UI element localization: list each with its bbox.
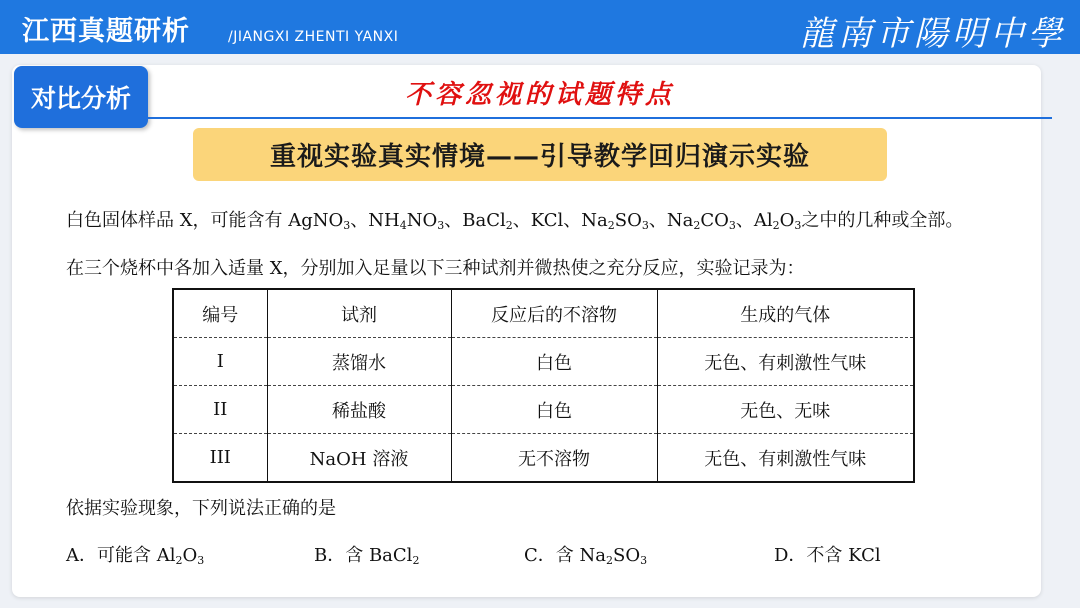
option-a-label: A．可能含: [66, 545, 157, 566]
section-divider: [148, 117, 1052, 119]
table-cell: 蒸馏水: [267, 338, 451, 386]
table-header-cell: 编号: [173, 289, 267, 338]
table-cell: 白色: [451, 338, 657, 386]
table-header-row: [173, 289, 914, 338]
table-header-cell: 生成的气体: [657, 289, 914, 338]
table-cell: 无不溶物: [451, 434, 657, 483]
table-cell: 无色、无味: [657, 386, 914, 434]
page-subtitle: /JIANGXI ZHENTI YANXI: [228, 29, 399, 45]
option-b[interactable]: B．含 BaCl$_2$: [314, 545, 420, 567]
table-cell: 无色、有刺激性气味: [657, 338, 914, 386]
experiment-table: [172, 288, 915, 483]
question-line-1: [66, 206, 963, 232]
table-cell: I: [173, 338, 267, 386]
option-a[interactable]: A．可能含 $Al_2O_3$: [66, 545, 205, 567]
option-d[interactable]: D．不含 KCl: [774, 545, 881, 566]
table-cell: II: [173, 386, 267, 434]
table-header-cell: 试剂: [267, 289, 451, 338]
headline: 不容忽视的试题特点: [404, 80, 675, 110]
theme-banner: 重视实验真实情境——引导教学回归演示实验: [193, 128, 887, 181]
school-logo-text: 龍南市陽明中學: [800, 14, 1066, 54]
table-cell: 白色: [451, 386, 657, 434]
table-row: [173, 386, 914, 434]
table-cell: 无色、有刺激性气味: [657, 434, 914, 483]
option-c[interactable]: C．含 $Na_2SO_3$: [524, 545, 648, 567]
table-cell: NaOH 溶液: [267, 434, 451, 483]
table-header-cell: 反应后的不溶物: [451, 289, 657, 338]
compound-list: AgNO$_3$、$NH_4NO_3$、BaCl$_2$、KCl、$Na_2SO_3$、$Na_2CO_3$、$Al_2O_3$: [288, 210, 802, 232]
section-tag: 对比分析: [14, 66, 148, 128]
table-row: [173, 338, 914, 386]
table-row: [173, 434, 914, 483]
question-line-1-suffix: 之中的几种或全部。: [801, 210, 964, 231]
table-cell: 稀盐酸: [267, 386, 451, 434]
top-bar: [0, 0, 1080, 54]
option-b-label: B．含: [314, 545, 369, 566]
page-title: 江西真题研析: [22, 16, 190, 47]
question-prompt: 依据实验现象，下列说法正确的是: [66, 498, 336, 519]
option-c-label: C．含: [524, 545, 580, 566]
table-cell: III: [173, 434, 267, 483]
question-line-2: 在三个烧杯中各加入适量 X，分别加入足量以下三种试剂并微热使之充分反应，实验记录为：: [66, 258, 805, 279]
question-line-1-prefix: 白色固体样品 X，可能含有: [66, 210, 289, 231]
